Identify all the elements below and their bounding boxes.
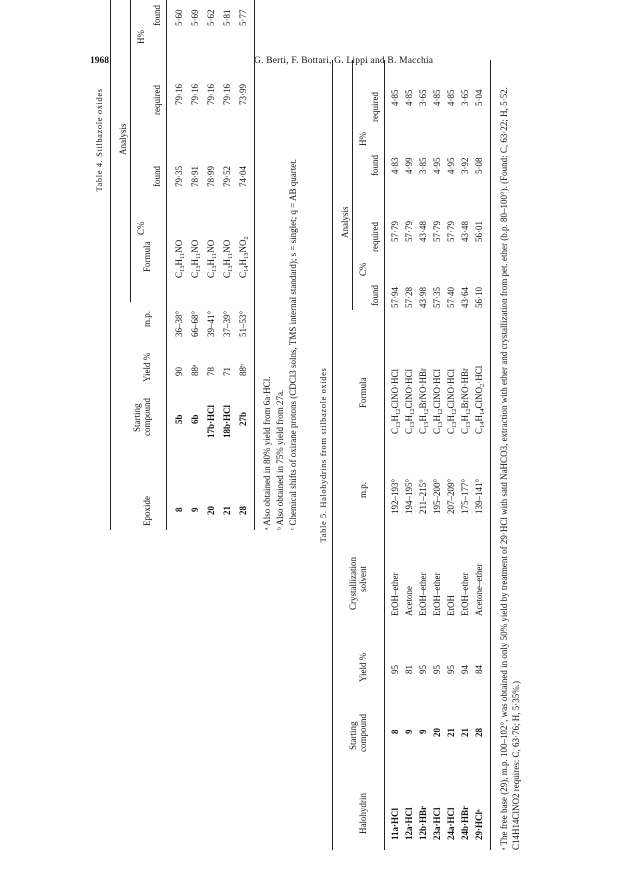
halohydrin-cell: 23a·HCl bbox=[432, 807, 442, 840]
formula-cell: $C_{13}H_{12}ClNO\cdot HCl$ bbox=[432, 368, 444, 434]
mp-cell: 36–38° bbox=[174, 310, 184, 337]
h-found-cell: 5·62 bbox=[206, 9, 216, 26]
formula-cell: $C_{13}H_{12}ClNO\cdot HCl$ bbox=[446, 368, 458, 434]
c-req-cell: 57·79 bbox=[446, 221, 456, 242]
h-req-cell: 4·85 bbox=[446, 89, 456, 106]
starting-cell: 20 bbox=[432, 728, 442, 737]
solvent-cell: EtOH bbox=[446, 595, 456, 616]
h-found-cell: 5·69 bbox=[190, 9, 200, 26]
found-header: found bbox=[370, 155, 380, 176]
h-found-cell: 5·08 bbox=[474, 157, 484, 174]
formula-cell: $C_{13}H_{12}BrNO\cdot HBr$ bbox=[460, 367, 472, 434]
epoxide-cell: 21 bbox=[222, 506, 232, 515]
h-pct-header: H% bbox=[136, 30, 146, 44]
h-found-cell: 4·99 bbox=[404, 157, 414, 174]
mp-cell: 37–39° bbox=[222, 310, 232, 337]
c-req-cell: 43·48 bbox=[460, 221, 470, 242]
starting-header-2: compound bbox=[358, 714, 368, 752]
analysis-header: Analysis bbox=[118, 123, 128, 155]
solvent-cell: EtOH–ether bbox=[390, 572, 400, 616]
yield-header: Yield % bbox=[358, 652, 368, 682]
solvent-cell: EtOH–ether bbox=[418, 572, 428, 616]
halohydrin-header: Halohydrin bbox=[358, 793, 368, 834]
c-req-cell: 57·79 bbox=[432, 221, 442, 242]
table-rule bbox=[110, 0, 111, 530]
epoxide-cell: 28 bbox=[238, 506, 248, 515]
c-req-cell: 57·79 bbox=[390, 221, 400, 242]
h-found-cell: 5·60 bbox=[174, 9, 184, 26]
c-req-cell: 56·01 bbox=[474, 221, 484, 242]
starting-cell: 28 bbox=[474, 728, 484, 737]
found-header: found bbox=[152, 5, 162, 26]
mp-cell: 195–200° bbox=[432, 478, 442, 514]
c-found-cell: 74·04 bbox=[238, 166, 248, 187]
starting-cell: 9 bbox=[418, 729, 428, 734]
starting-cell: 27b bbox=[238, 411, 248, 426]
running-authors: G. Berti, F. Bottari, G. Lippi and B. Macchia bbox=[254, 56, 434, 66]
yield-cell: 95 bbox=[418, 665, 428, 674]
h-found-cell: 4·95 bbox=[446, 157, 456, 174]
found-header: found bbox=[370, 285, 380, 306]
yield-cell: 95 bbox=[446, 665, 456, 674]
starting-cell: 21 bbox=[446, 728, 456, 737]
mp-cell: 211–215° bbox=[418, 479, 428, 514]
halohydrin-cell: 11a·HCl bbox=[390, 807, 400, 840]
h-found-cell: 4·95 bbox=[432, 157, 442, 174]
page-number: 1968 bbox=[90, 56, 109, 66]
mp-cell: 39–41° bbox=[206, 310, 216, 337]
yield-cell: 71 bbox=[222, 367, 232, 376]
starting-cell: 9 bbox=[404, 729, 414, 734]
table-rule bbox=[384, 60, 385, 850]
c-pct-header: C% bbox=[136, 221, 146, 235]
starting-cell: 18b·HCl bbox=[222, 404, 232, 438]
c-found-cell: 79·35 bbox=[174, 166, 184, 187]
formula-header: Formula bbox=[142, 241, 152, 272]
starting-header: Starting bbox=[132, 403, 142, 432]
footnote: ᶜ Chemical shifts of oxirane protons (CDCl3 solns, TMS internal standard); s = singlet; q = AB quartet. bbox=[288, 159, 298, 530]
table-5-title: Table 5. Halohydrins from stilbazole oxides bbox=[318, 367, 328, 543]
c-req-cell: 43·48 bbox=[418, 221, 428, 242]
footnote: ᵇ Also obtained in 75% yield from 27a. bbox=[275, 389, 285, 530]
h-req-cell: 3·65 bbox=[418, 89, 428, 106]
formula-cell: $C_{13}H_{11}NO$ bbox=[190, 239, 202, 278]
footnote: ᵃ The free base (29), m.p. 100–102°, was obtained in only 50% yield by treatment of 29·HCl with satd NaHCO3, extraction with ether and crystallization from pet. ether (b.p. 80–100°). (Found: C, 63·22; H, 5·52. C14H14ClNO2 requires: C, 63·76; H, 5·35%.) bbox=[499, 87, 521, 850]
starting-header: Starting bbox=[348, 721, 358, 750]
yield-cell: 88ᵇ bbox=[238, 364, 248, 376]
h-found-cell: 5·77 bbox=[238, 9, 248, 26]
yield-cell: 84 bbox=[474, 665, 484, 674]
formula-cell: $C_{14}H_{14}ClNO_2\cdot HCl$ bbox=[474, 365, 486, 434]
mp-cell: 207–209° bbox=[446, 478, 456, 514]
table-rule bbox=[130, 0, 131, 302]
h-req-cell: 4·85 bbox=[432, 89, 442, 106]
c-found-cell: 57·94 bbox=[390, 287, 400, 308]
formula-cell: $C_{14}H_{13}NO_2$ bbox=[238, 236, 250, 278]
c-req-cell: 79·16 bbox=[174, 84, 184, 105]
epoxide-cell: 8 bbox=[174, 507, 184, 512]
footnote: ᵃ Also obtained in 80% yield from 6a·HCl. bbox=[262, 376, 272, 530]
c-found-cell: 57·40 bbox=[446, 287, 456, 308]
h-found-cell: 4·83 bbox=[390, 157, 400, 174]
solvent-cell: EtOH–ether bbox=[460, 572, 470, 616]
mp-header: m.p. bbox=[142, 310, 152, 327]
starting-cell: 21 bbox=[460, 728, 470, 737]
table-rule bbox=[332, 60, 333, 850]
c-req-cell: 73·99 bbox=[238, 84, 248, 105]
formula-cell: $C_{13}H_{11}NO$ bbox=[206, 239, 218, 278]
formula-header: Formula bbox=[358, 377, 368, 408]
c-req-cell: 57·79 bbox=[404, 221, 414, 242]
solvent-header-2: solvent bbox=[358, 566, 368, 592]
table-rule bbox=[490, 60, 491, 850]
solvent-cell: Acetone bbox=[404, 586, 414, 616]
c-found-cell: 78·99 bbox=[206, 166, 216, 187]
formula-cell: $C_{13}H_{12}ClNO\cdot HCl$ bbox=[404, 368, 416, 434]
h-pct-header: H% bbox=[358, 132, 368, 146]
analysis-header: Analysis bbox=[340, 206, 350, 238]
h-req-cell: 4·85 bbox=[390, 89, 400, 106]
halohydrin-cell: 12a·HCl bbox=[404, 807, 414, 840]
starting-cell: 8 bbox=[390, 729, 400, 734]
solvent-cell: EtOH–ether bbox=[432, 572, 442, 616]
yield-cell: 95 bbox=[432, 665, 442, 674]
halohydrin-cell: 24b·HBr bbox=[460, 805, 470, 840]
h-req-cell: 5·04 bbox=[474, 89, 484, 106]
mp-cell: 194–195° bbox=[404, 478, 414, 514]
yield-cell: 81 bbox=[404, 665, 414, 674]
c-found-cell: 56·10 bbox=[474, 287, 484, 308]
epoxide-cell: 9 bbox=[190, 507, 200, 512]
table-rule bbox=[254, 0, 255, 530]
formula-cell: $C_{13}H_{11}NO$ bbox=[222, 239, 234, 278]
mp-cell: 192–193° bbox=[390, 478, 400, 514]
yield-cell: 95 bbox=[390, 665, 400, 674]
yield-header: Yield % bbox=[142, 352, 152, 382]
yield-cell: 88ᵃ bbox=[190, 364, 200, 376]
starting-cell: 5b bbox=[174, 414, 184, 424]
table-rule bbox=[352, 60, 353, 310]
c-req-cell: 79·16 bbox=[222, 84, 232, 105]
h-req-cell: 3·65 bbox=[460, 89, 470, 106]
required-header: required bbox=[370, 222, 380, 252]
starting-header-2: compound bbox=[142, 398, 152, 436]
c-req-cell: 79·16 bbox=[206, 84, 216, 105]
required-header: required bbox=[152, 85, 162, 115]
h-found-cell: 3·92 bbox=[460, 157, 470, 174]
h-found-cell: 3·85 bbox=[418, 157, 428, 174]
h-found-cell: 5·81 bbox=[222, 9, 232, 26]
halohydrin-cell: 12b·HBr bbox=[418, 805, 428, 840]
c-found-cell: 79·52 bbox=[222, 166, 232, 187]
formula-cell: $C_{13}H_{11}NO$ bbox=[174, 239, 186, 278]
mp-header: m.p. bbox=[358, 481, 368, 498]
c-found-cell: 57·28 bbox=[404, 287, 414, 308]
table-4-title: Table 4. Stilbazole oxides bbox=[94, 88, 104, 192]
c-req-cell: 79·16 bbox=[190, 84, 200, 105]
c-found-cell: 43·64 bbox=[460, 287, 470, 308]
epoxide-cell: 20 bbox=[206, 506, 216, 515]
formula-cell: $C_{13}H_{12}ClNO\cdot HCl$ bbox=[390, 368, 402, 434]
halohydrin-cell: 24a·HCl bbox=[446, 807, 456, 840]
epoxide-header: Epoxide bbox=[142, 496, 152, 526]
c-found-cell: 78·91 bbox=[190, 166, 200, 187]
c-found-cell: 43·98 bbox=[418, 287, 428, 308]
halohydrin-cell: 29·HClᵃ bbox=[474, 809, 484, 840]
solvent-header: Crystallization bbox=[348, 557, 358, 610]
table-rule bbox=[166, 0, 167, 530]
starting-cell: 6b bbox=[190, 414, 200, 424]
c-found-cell: 57·35 bbox=[432, 287, 442, 308]
starting-cell: 17b·HCl bbox=[206, 404, 216, 438]
h-req-cell: 4·85 bbox=[404, 89, 414, 106]
yield-cell: 90 bbox=[174, 367, 184, 376]
formula-cell: $C_{13}H_{12}BrNO\cdot HBr$ bbox=[418, 367, 430, 434]
required-header: required bbox=[370, 92, 380, 122]
yield-cell: 94 bbox=[460, 665, 470, 674]
yield-cell: 78 bbox=[206, 367, 216, 376]
mp-cell: 51–53° bbox=[238, 310, 248, 337]
found-header: found bbox=[152, 166, 162, 187]
c-pct-header: C% bbox=[358, 262, 368, 276]
table-5 bbox=[318, 60, 540, 850]
mp-cell: 66–68° bbox=[190, 310, 200, 337]
solvent-cell: Acetone–ether bbox=[474, 563, 484, 616]
mp-cell: 139–141° bbox=[474, 478, 484, 514]
mp-cell: 175–177° bbox=[460, 478, 470, 514]
